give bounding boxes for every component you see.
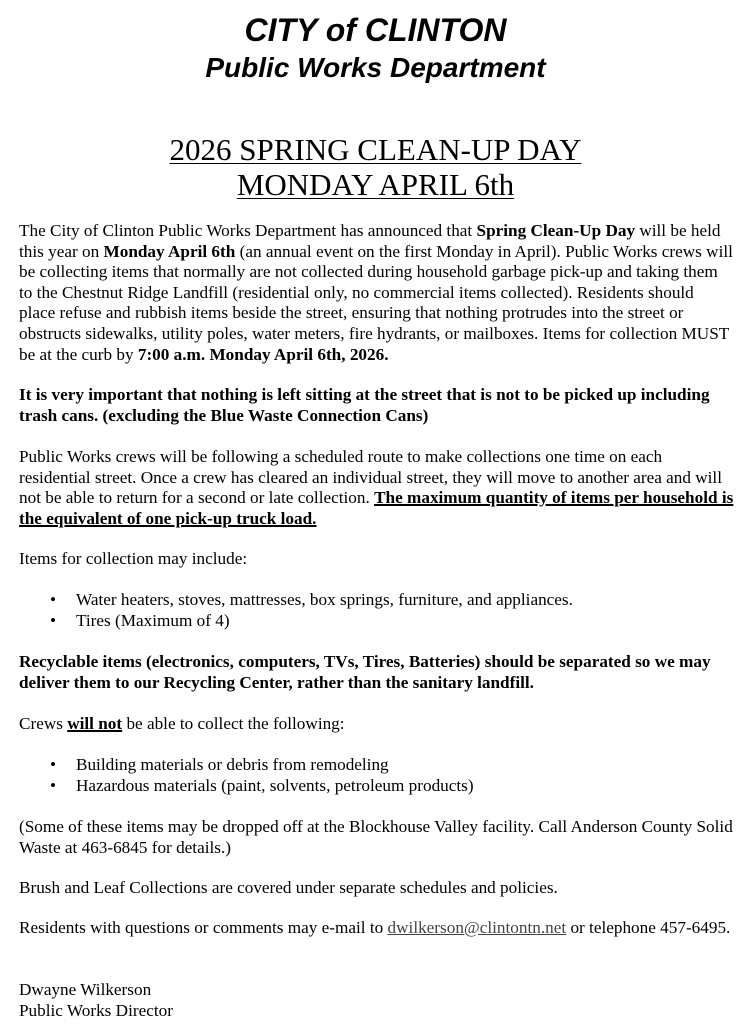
max-quantity-notice: The maximum quantity of items per household is the equivalent of one pick-up truck load.: [19, 488, 734, 528]
event-day: Monday April 6th: [103, 241, 236, 261]
will-not-emphasis: will not: [67, 714, 123, 733]
event-date: [0, 167, 751, 202]
department-heading: Public Works Department: [205, 52, 546, 83]
route-paragraph: [19, 447, 734, 529]
dropoff-paragraph: (Some of these items may be dropped off at the Blockhouse Valley facility. Call Anderson County Solid Waste at 463-6845 for details.): [19, 817, 733, 857]
list-item: • Hazardous materials (paint, solvents, petroleum products): [19, 776, 734, 797]
important-notice: [19, 385, 734, 426]
exclude-heading-text: Crews: [19, 714, 68, 733]
signature: [19, 980, 734, 1021]
contact-text: Residents with questions or comments may e-mail to: [19, 918, 388, 937]
contact-text: or telephone 457-6495.: [566, 918, 731, 937]
intro-text: will be held this year on: [19, 221, 721, 261]
list-item: • Tires (Maximum of 4): [19, 611, 734, 632]
event-title-text: 2026 SPRING CLEAN-UP DAY: [169, 132, 582, 167]
signature-name: Dwayne Wilkerson: [19, 980, 152, 999]
list-item: • Building materials or debris from remodeling: [19, 755, 734, 776]
email-link[interactable]: dwilkerson@clintontn.net: [387, 918, 567, 937]
important-text: It is very important that nothing is left sitting at the street that is not to be picked up including trash cans. (excluding the Blue Waste Connection Cans): [19, 385, 710, 425]
recyclable-notice: [19, 652, 734, 693]
deadline: 7:00 a.m. Monday April 6th, 2026.: [137, 344, 389, 364]
exclude-list: [19, 755, 734, 796]
include-list: [19, 590, 734, 631]
intro-paragraph: [19, 221, 734, 365]
recyclable-text: Recyclable items (electronics, computers, TVs, Tires, Batteries) should be separated so we may deliver them to our Recycling Center, rather than the sanitary landfill.: [19, 652, 711, 692]
event-date-text: MONDAY APRIL 6th: [236, 167, 515, 202]
event-name: Spring Clean-Up Day: [476, 221, 636, 240]
list-item: • Water heaters, stoves, mattresses, box springs, furniture, and appliances.: [19, 590, 734, 611]
exclude-heading: [19, 714, 734, 735]
event-title: [0, 132, 751, 167]
include-heading: Items for collection may include:: [19, 549, 248, 568]
brush-paragraph: Brush and Leaf Collections are covered under separate schedules and policies.: [19, 878, 558, 897]
intro-text: (an annual event on the first Monday in April). Public Works crews will be collecting items that normally are not collected during household garbage pick-up and taking them to the Chestnut Ridge Landfill (residential only, no commercial items collected). Residents should place refuse and rubbish items beside the street, ensuring that nothing protrudes into the street or obstructs sidewalks, utility poles, water meters, fire hydrants, or mailboxes. Items for collection MUST be at the curb by: [19, 241, 733, 364]
intro-text: The City of Clinton Public Works Department has announced that: [19, 221, 477, 240]
contact-paragraph: [19, 918, 734, 939]
signature-title: Public Works Director: [19, 1000, 173, 1020]
city-heading: CITY of CLINTON: [244, 12, 507, 48]
exclude-heading-text: be able to collect the following:: [122, 714, 345, 733]
route-text: Public Works crews will be following a scheduled route to make collections one time on each residential street. Once a crew has cleared an individual street, they will move to another area and will not be able to return for a second or late collection.: [19, 447, 722, 508]
